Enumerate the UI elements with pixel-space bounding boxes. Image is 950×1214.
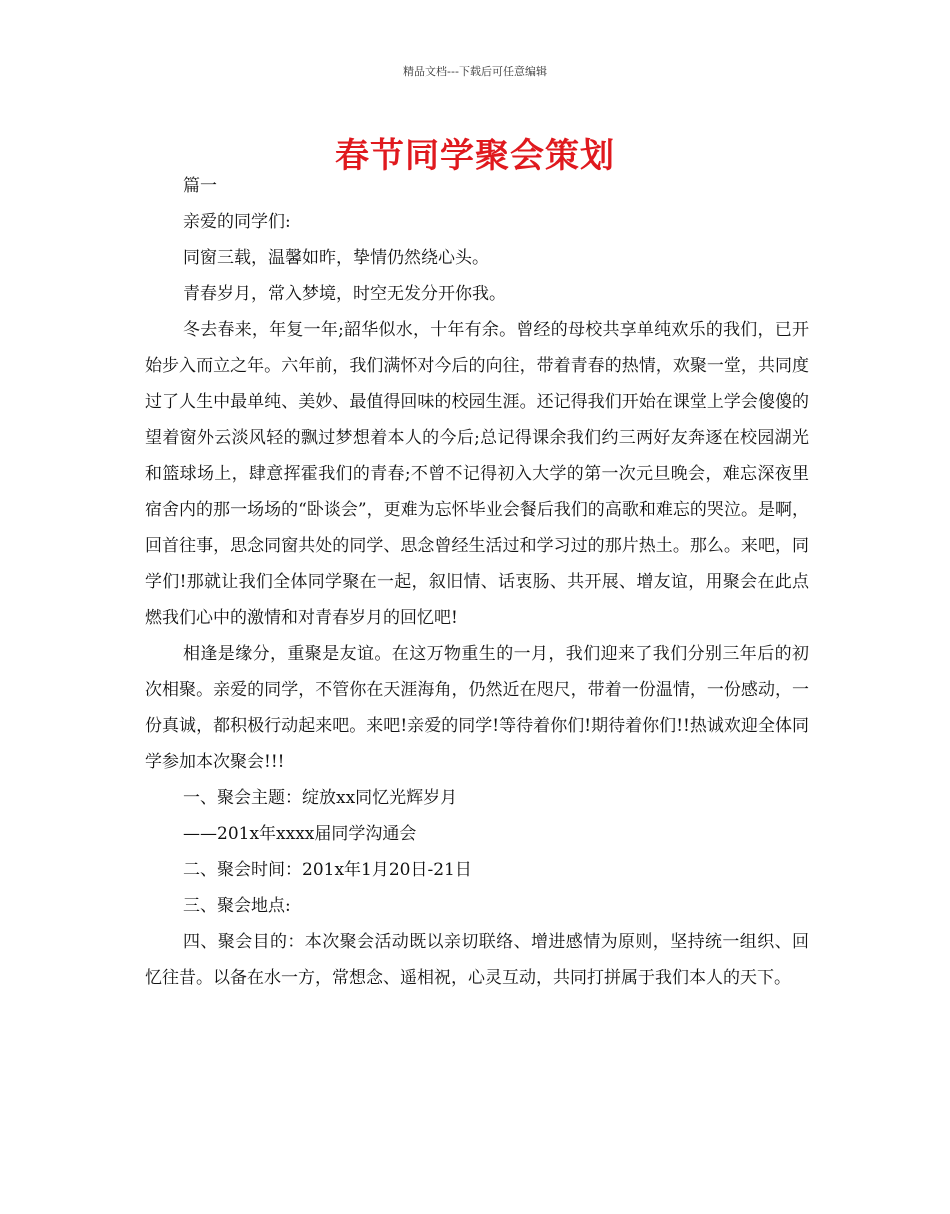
paragraph: 同窗三载，温馨如昨，挚情仍然绕心头。	[183, 248, 489, 268]
paragraph: 相逢是缘分，重聚是友谊。在这万物重生的一月，我们迎来了我们分别三年后的初次相聚。亲爱的同学，不管你在天涯海角，仍然近在咫尺，带着一份温情，一份感动，一份真诚，都积极行动起来吧。来吧!亲爱的同学!等待着你们!期待着你们!!热诚欢迎全体同学参加本次聚会!!!	[145, 644, 809, 772]
greeting: 亲爱的同学们:	[183, 212, 291, 232]
section-label: 篇一	[183, 176, 217, 196]
page-header: 精品文档---下载后可任意编辑	[403, 65, 547, 78]
document-body	[145, 168, 809, 996]
party-subtitle: ——201x年xxxx届同学沟通会	[183, 824, 417, 844]
document-title: 春节同学聚会策划	[335, 136, 615, 176]
party-theme: 一、聚会主题：绽放xx同忆光辉岁月	[183, 788, 458, 808]
paragraph: 冬去春来，年复一年;韶华似水，十年有余。曾经的母校共享单纯欢乐的我们，已开始步入而立之年。六年前，我们满怀对今后的向往，带着青春的热情，欢聚一堂，共同度过了人生中最单纯、美妙、最值得回味的校园生涯。还记得我们开始在课堂上学会傻傻的望着窗外云淡风轻的飘过梦想着本人的今后;总记得课余我们约三两好友奔逐在校园湖光和篮球场上，肆意挥霍我们的青春;不曾不记得初入大学的第一次元旦晚会，难忘深夜里宿舍内的那一场场的“卧谈会”，更难为忘怀毕业会餐后我们的高歌和难忘的哭泣。是啊，回首往事，思念同窗共处的同学、思念曾经生活过和学习过的那片热土。那么。来吧，同学们!那就让我们全体同学聚在一起，叙旧情、话衷肠、共开展、增友谊，用聚会在此点燃我们心中的激情和对青春岁月的回忆吧!	[145, 320, 809, 628]
party-location: 三、聚会地点:	[183, 896, 291, 916]
paragraph: 青春岁月，常入梦境，时空无发分开你我。	[183, 284, 506, 304]
party-time: 二、聚会时间：201x年1月20日-21日	[183, 860, 472, 880]
party-purpose: 四、聚会目的：本次聚会活动既以亲切联络、增进感情为原则，坚持统一组织、回忆往昔。以备在水一方，常想念、遥相祝，心灵互动，共同打拼属于我们本人的天下。	[145, 932, 809, 988]
